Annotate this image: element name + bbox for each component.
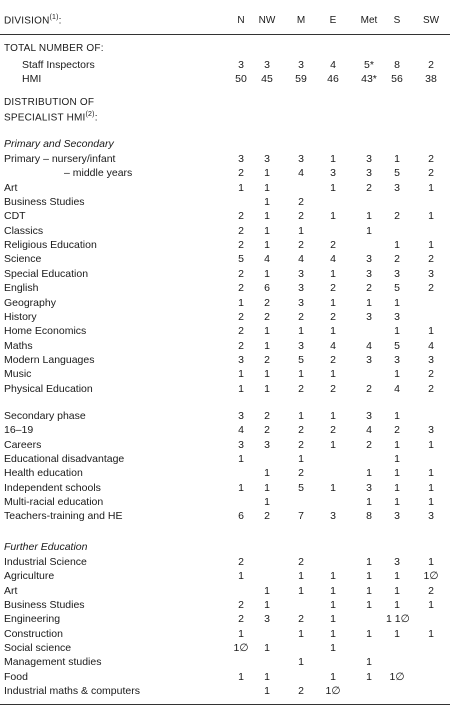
- primary-secondary-row-label: Science: [4, 253, 42, 266]
- primary-secondary-cell: 1: [394, 239, 400, 252]
- further-education-cell: 2: [238, 556, 244, 568]
- further-education-cell: 1: [366, 556, 372, 568]
- column-header-s: S: [393, 15, 401, 26]
- phases-cell: 2: [298, 467, 304, 480]
- primary-secondary-cell: 2: [366, 181, 372, 194]
- phases-cell: 2: [298, 438, 304, 451]
- further-education-cell: 1: [394, 584, 400, 597]
- further-education-cell: 2: [298, 685, 304, 698]
- primary-secondary-cell: 3: [330, 167, 336, 180]
- further-education-cell: 1∅: [389, 670, 405, 683]
- phases-cell: 1: [366, 496, 372, 509]
- primary-secondary-cell: 3: [298, 267, 304, 280]
- phases-row-label: Careers: [4, 438, 42, 451]
- primary-secondary-cell: 3: [366, 267, 372, 280]
- further-education-row-label: Social science: [4, 642, 72, 655]
- primary-secondary-cell: 1: [366, 224, 372, 237]
- primary-secondary-cell: 2: [428, 253, 434, 266]
- primary-secondary-row-label: Primary – nursery/infant: [4, 153, 116, 165]
- phases-cell: 1: [366, 467, 372, 480]
- further-education-cell: 1: [330, 627, 336, 640]
- primary-secondary-cell: 1: [428, 181, 434, 194]
- primary-secondary-cell: 1: [394, 296, 400, 309]
- primary-secondary-row-label: CDT: [4, 210, 26, 223]
- primary-secondary-cell: 3: [366, 167, 372, 180]
- further-education-cell: 1: [330, 599, 336, 612]
- primary-secondary-cell: 2: [394, 253, 400, 266]
- primary-secondary-cell: 4: [298, 167, 304, 180]
- totals-row-label: HMI: [22, 73, 42, 85]
- further-education-row-label: Engineering: [4, 613, 61, 626]
- primary-secondary-cell: 2: [298, 196, 304, 209]
- further-education-cell: 1: [428, 599, 434, 612]
- further-education-cell: 3: [394, 556, 400, 568]
- phases-cell: 3: [264, 438, 270, 451]
- distribution-colon: :: [94, 112, 98, 124]
- phases-cell: 3: [366, 481, 372, 494]
- phases-cell: 1: [394, 410, 400, 422]
- further-education-cell: 1: [428, 556, 434, 568]
- further-education-row-label: Business Studies: [4, 599, 85, 612]
- primary-secondary-cell: 3: [366, 353, 372, 366]
- primary-secondary-cell: 2: [330, 382, 336, 395]
- column-header-e: E: [329, 15, 337, 26]
- primary-secondary-cell: 1: [264, 239, 270, 252]
- phases-cell: 1: [394, 481, 400, 494]
- primary-secondary-cell: 1: [264, 224, 270, 237]
- phases-cell: 1: [428, 467, 434, 480]
- phases-row-label: Independent schools: [4, 481, 101, 494]
- column-header-sw: SW: [422, 15, 440, 26]
- distribution-heading-line1: DISTRIBUTION OF: [4, 97, 95, 108]
- totals-cell: 3: [238, 59, 244, 71]
- primary-secondary-cell: 2: [238, 224, 244, 237]
- totals-cell: 4: [330, 59, 336, 71]
- primary-secondary-cell: 1: [366, 296, 372, 309]
- further-education-cell: 1: [238, 570, 244, 583]
- primary-secondary-row-label: Music: [4, 368, 32, 381]
- division-note: (1): [49, 14, 59, 21]
- further-education-cell: 1: [366, 670, 372, 683]
- primary-secondary-row-label: Modern Languages: [4, 353, 95, 366]
- primary-secondary-cell: 1: [394, 325, 400, 338]
- phases-cell: 1: [394, 453, 400, 466]
- phases-cell: 1: [330, 410, 336, 422]
- totals-cell: 56: [391, 73, 403, 85]
- primary-secondary-cell: 1: [298, 224, 304, 237]
- phases-cell: 1: [330, 438, 336, 451]
- primary-secondary-cell: 1: [428, 210, 434, 223]
- primary-secondary-cell: 1: [394, 153, 400, 165]
- primary-secondary-cell: 4: [428, 339, 434, 352]
- primary-secondary-cell: 5: [238, 253, 244, 266]
- further-education-row-label: Industrial maths & computers: [4, 685, 140, 698]
- phases-cell: 2: [330, 424, 336, 437]
- primary-secondary-cell: 3: [298, 153, 304, 165]
- primary-secondary-row-label: Classics: [4, 224, 44, 237]
- primary-secondary-cell: 3: [394, 181, 400, 194]
- further-education-cell: 1: [330, 670, 336, 683]
- column-header-n: N: [237, 15, 245, 26]
- primary-secondary-row-label: History: [4, 310, 37, 323]
- phases-cell: 4: [366, 424, 372, 437]
- primary-secondary-cell: 3: [298, 282, 304, 295]
- distribution-note: (2): [85, 111, 95, 118]
- distribution-label: SPECIALIST HMI: [4, 112, 86, 124]
- phases-cell: 2: [366, 438, 372, 451]
- totals-cell: 50: [235, 73, 247, 85]
- primary-secondary-cell: 1: [264, 267, 270, 280]
- further-education-cell: 2: [298, 556, 304, 568]
- primary-secondary-cell: 2: [330, 310, 336, 323]
- primary-secondary-cell: 1: [264, 382, 270, 395]
- further-education-cell: 1: [366, 570, 372, 583]
- primary-secondary-cell: 5: [298, 353, 304, 366]
- further-education-cell: 1 1∅: [386, 613, 410, 626]
- further-education-cell: 1: [330, 642, 336, 655]
- phases-cell: 6: [238, 510, 244, 523]
- phases-cell: 1: [298, 453, 304, 466]
- primary-secondary-cell: 2: [428, 153, 434, 165]
- further-education-cell: 1: [330, 570, 336, 583]
- primary-secondary-row-label: Home Economics: [4, 325, 87, 338]
- totals-cell: 45: [261, 73, 273, 85]
- primary-secondary-cell: 3: [394, 310, 400, 323]
- further-education-cell: 1: [366, 599, 372, 612]
- phases-cell: 2: [264, 410, 270, 422]
- primary-secondary-cell: 1: [330, 267, 336, 280]
- primary-secondary-cell: 1: [238, 382, 244, 395]
- primary-secondary-cell: 1: [428, 325, 434, 338]
- phases-cell: 2: [394, 424, 400, 437]
- primary-secondary-cell: 1: [330, 210, 336, 223]
- phases-cell: 3: [238, 438, 244, 451]
- primary-secondary-cell: 4: [330, 339, 336, 352]
- further-education-row-label: Food: [4, 670, 28, 683]
- phases-cell: 4: [238, 424, 244, 437]
- primary-secondary-cell: 1: [264, 210, 270, 223]
- primary-secondary-cell: 2: [264, 310, 270, 323]
- primary-secondary-cell: 1: [264, 339, 270, 352]
- totals-cell: 3: [298, 59, 304, 71]
- phases-cell: 1: [394, 467, 400, 480]
- totals-cell: 38: [425, 73, 437, 85]
- further-education-cell: 1: [366, 627, 372, 640]
- primary-secondary-row-label: Physical Education: [4, 382, 93, 395]
- further-education-cell: 2: [298, 613, 304, 626]
- further-education-row-label: Industrial Science: [4, 556, 87, 568]
- primary-secondary-row-label: Art: [4, 181, 18, 194]
- phases-cell: 1: [238, 453, 244, 466]
- primary-secondary-cell: 2: [238, 167, 244, 180]
- further-education-cell: 2: [238, 613, 244, 626]
- further-education-heading: Further Education: [4, 541, 88, 553]
- primary-secondary-cell: 1: [298, 325, 304, 338]
- further-education-row-label: Art: [4, 584, 18, 597]
- further-education-cell: 1: [238, 670, 244, 683]
- further-education-cell: 1: [264, 685, 270, 698]
- primary-secondary-cell: 2: [428, 382, 434, 395]
- primary-secondary-row-label: English: [4, 282, 39, 295]
- phases-row-label: Health education: [4, 467, 83, 480]
- primary-secondary-cell: 1: [366, 210, 372, 223]
- primary-secondary-cell: 1: [394, 368, 400, 381]
- phases-cell: 1: [330, 481, 336, 494]
- primary-secondary-cell: 1: [238, 368, 244, 381]
- further-education-cell: 1: [238, 627, 244, 640]
- phases-cell: 1: [264, 467, 270, 480]
- phases-cell: 3: [330, 510, 336, 523]
- phases-row-label: Secondary phase: [4, 410, 86, 422]
- further-education-cell: 1: [264, 599, 270, 612]
- primary-secondary-cell: 2: [366, 282, 372, 295]
- primary-secondary-row-label: – middle years: [64, 167, 133, 180]
- primary-secondary-cell: 2: [428, 282, 434, 295]
- primary-secondary-cell: 2: [238, 325, 244, 338]
- primary-secondary-cell: 1: [264, 181, 270, 194]
- totals-cell: 59: [295, 73, 307, 85]
- further-education-cell: 1: [264, 670, 270, 683]
- primary-secondary-cell: 3: [298, 339, 304, 352]
- primary-secondary-cell: 3: [394, 267, 400, 280]
- primary-secondary-cell: 5: [394, 339, 400, 352]
- primary-secondary-cell: 3: [366, 153, 372, 165]
- phases-cell: 2: [264, 510, 270, 523]
- primary-secondary-cell: 2: [428, 368, 434, 381]
- primary-secondary-cell: 2: [330, 282, 336, 295]
- column-header-m: M: [296, 15, 306, 26]
- primary-secondary-cell: 2: [238, 267, 244, 280]
- phases-cell: 1: [238, 481, 244, 494]
- division-colon: :: [58, 15, 62, 27]
- primary-secondary-cell: 1: [264, 325, 270, 338]
- primary-secondary-cell: 1: [330, 325, 336, 338]
- phases-cell: 3: [428, 510, 434, 523]
- further-education-cell: 1: [394, 599, 400, 612]
- phases-cell: 3: [238, 410, 244, 422]
- primary-secondary-cell: 2: [238, 239, 244, 252]
- phases-cell: 7: [298, 510, 304, 523]
- phases-cell: 3: [394, 510, 400, 523]
- primary-secondary-cell: 3: [428, 267, 434, 280]
- primary-secondary-cell: 4: [298, 253, 304, 266]
- further-education-cell: 1: [366, 656, 372, 669]
- primary-secondary-cell: 2: [366, 382, 372, 395]
- phases-cell: 1: [298, 410, 304, 422]
- primary-secondary-cell: 1: [238, 296, 244, 309]
- primary-secondary-cell: 2: [238, 310, 244, 323]
- primary-secondary-cell: 2: [330, 239, 336, 252]
- further-education-row-label: Construction: [4, 627, 63, 640]
- further-education-cell: 1: [330, 613, 336, 626]
- phases-cell: 1: [428, 438, 434, 451]
- primary-secondary-cell: 6: [264, 282, 270, 295]
- primary-secondary-cell: 2: [264, 353, 270, 366]
- primary-secondary-cell: 1: [264, 167, 270, 180]
- footer-rule: [0, 704, 450, 705]
- primary-secondary-cell: 3: [366, 253, 372, 266]
- phases-cell: 2: [264, 424, 270, 437]
- primary-secondary-row-label: Business Studies: [4, 196, 85, 209]
- phases-row-label: Multi-racial education: [4, 496, 104, 509]
- totals-cell: 3: [264, 59, 270, 71]
- primary-secondary-cell: 1: [238, 181, 244, 194]
- primary-secondary-cell: 2: [238, 339, 244, 352]
- primary-secondary-cell: 2: [298, 310, 304, 323]
- further-education-cell: 3: [264, 613, 270, 626]
- phases-cell: 3: [428, 424, 434, 437]
- phases-row-label: 16–19: [4, 424, 34, 437]
- column-header-nw: NW: [258, 15, 276, 26]
- primary-secondary-cell: 2: [264, 296, 270, 309]
- primary-secondary-cell: 1: [428, 239, 434, 252]
- further-education-row-label: Management studies: [4, 656, 102, 669]
- primary-secondary-cell: 2: [298, 239, 304, 252]
- further-education-cell: 1: [428, 627, 434, 640]
- primary-secondary-cell: 4: [330, 253, 336, 266]
- totals-cell: 46: [327, 73, 339, 85]
- primary-secondary-cell: 4: [264, 253, 270, 266]
- primary-secondary-cell: 1: [330, 181, 336, 194]
- primary-secondary-cell: 3: [366, 310, 372, 323]
- further-education-cell: 2: [428, 584, 434, 597]
- totals-cell: 2: [428, 59, 434, 71]
- totals-row-label: Staff Inspectors: [22, 59, 95, 71]
- totals-cell: 43*: [361, 73, 377, 85]
- primary-secondary-cell: 5: [394, 167, 400, 180]
- primary-secondary-cell: 3: [238, 153, 244, 165]
- primary-secondary-cell: 3: [298, 296, 304, 309]
- primary-secondary-cell: 1: [298, 368, 304, 381]
- distribution-heading-line2: [4, 111, 98, 123]
- primary-secondary-cell: 3: [238, 353, 244, 366]
- phases-cell: 1: [264, 496, 270, 509]
- further-education-cell: 2: [238, 599, 244, 612]
- primary-secondary-cell: 1: [330, 296, 336, 309]
- primary-secondary-cell: 2: [238, 282, 244, 295]
- further-education-cell: 1: [264, 642, 270, 655]
- primary-secondary-row-label: Geography: [4, 296, 56, 309]
- primary-secondary-cell: 2: [298, 210, 304, 223]
- primary-secondary-cell: 3: [264, 153, 270, 165]
- primary-secondary-cell: 3: [394, 353, 400, 366]
- column-header-met: Met: [360, 15, 378, 26]
- primary-secondary-cell: 4: [366, 339, 372, 352]
- further-education-cell: 1: [264, 584, 270, 597]
- header-rule: [0, 34, 450, 35]
- phases-cell: 1: [264, 481, 270, 494]
- primary-secondary-heading: Primary and Secondary: [4, 138, 114, 150]
- primary-secondary-cell: 5: [394, 282, 400, 295]
- phases-row-label: Educational disadvantage: [4, 453, 125, 466]
- further-education-cell: 1: [298, 584, 304, 597]
- further-education-cell: 1∅: [233, 642, 249, 655]
- phases-cell: 3: [366, 410, 372, 422]
- totals-heading: TOTAL NUMBER OF:: [4, 43, 104, 54]
- further-education-cell: 1∅: [423, 570, 439, 583]
- phases-cell: 1: [394, 438, 400, 451]
- primary-secondary-cell: 2: [428, 167, 434, 180]
- further-education-cell: 1: [330, 584, 336, 597]
- primary-secondary-cell: 1: [264, 196, 270, 209]
- further-education-cell: 1: [298, 570, 304, 583]
- primary-secondary-cell: 2: [330, 353, 336, 366]
- further-education-cell: 1: [298, 627, 304, 640]
- phases-cell: 1: [394, 496, 400, 509]
- further-education-row-label: Agriculture: [4, 570, 55, 583]
- primary-secondary-row-label: Religious Education: [4, 239, 97, 252]
- division-label: DIVISION: [4, 15, 50, 27]
- primary-secondary-row-label: Special Education: [4, 267, 89, 280]
- phases-cell: 8: [366, 510, 372, 523]
- further-education-cell: 1∅: [325, 685, 341, 698]
- primary-secondary-cell: 4: [394, 382, 400, 395]
- further-education-cell: 1: [298, 656, 304, 669]
- primary-secondary-cell: 2: [298, 382, 304, 395]
- primary-secondary-cell: 3: [428, 353, 434, 366]
- phases-cell: 2: [298, 424, 304, 437]
- primary-secondary-cell: 2: [394, 210, 400, 223]
- further-education-cell: 1: [394, 570, 400, 583]
- totals-cell: 8: [394, 59, 400, 71]
- further-education-cell: 1: [366, 584, 372, 597]
- primary-secondary-cell: 2: [238, 210, 244, 223]
- primary-secondary-cell: 1: [264, 368, 270, 381]
- phases-cell: 5: [298, 481, 304, 494]
- primary-secondary-cell: 1: [330, 153, 336, 165]
- primary-secondary-cell: 1: [330, 368, 336, 381]
- division-heading: [4, 14, 62, 26]
- phases-cell: 1: [428, 481, 434, 494]
- totals-cell: 5*: [364, 59, 374, 71]
- phases-row-label: Teachers-training and HE: [4, 510, 123, 523]
- further-education-cell: 1: [394, 627, 400, 640]
- primary-secondary-row-label: Maths: [4, 339, 33, 352]
- phases-cell: 1: [428, 496, 434, 509]
